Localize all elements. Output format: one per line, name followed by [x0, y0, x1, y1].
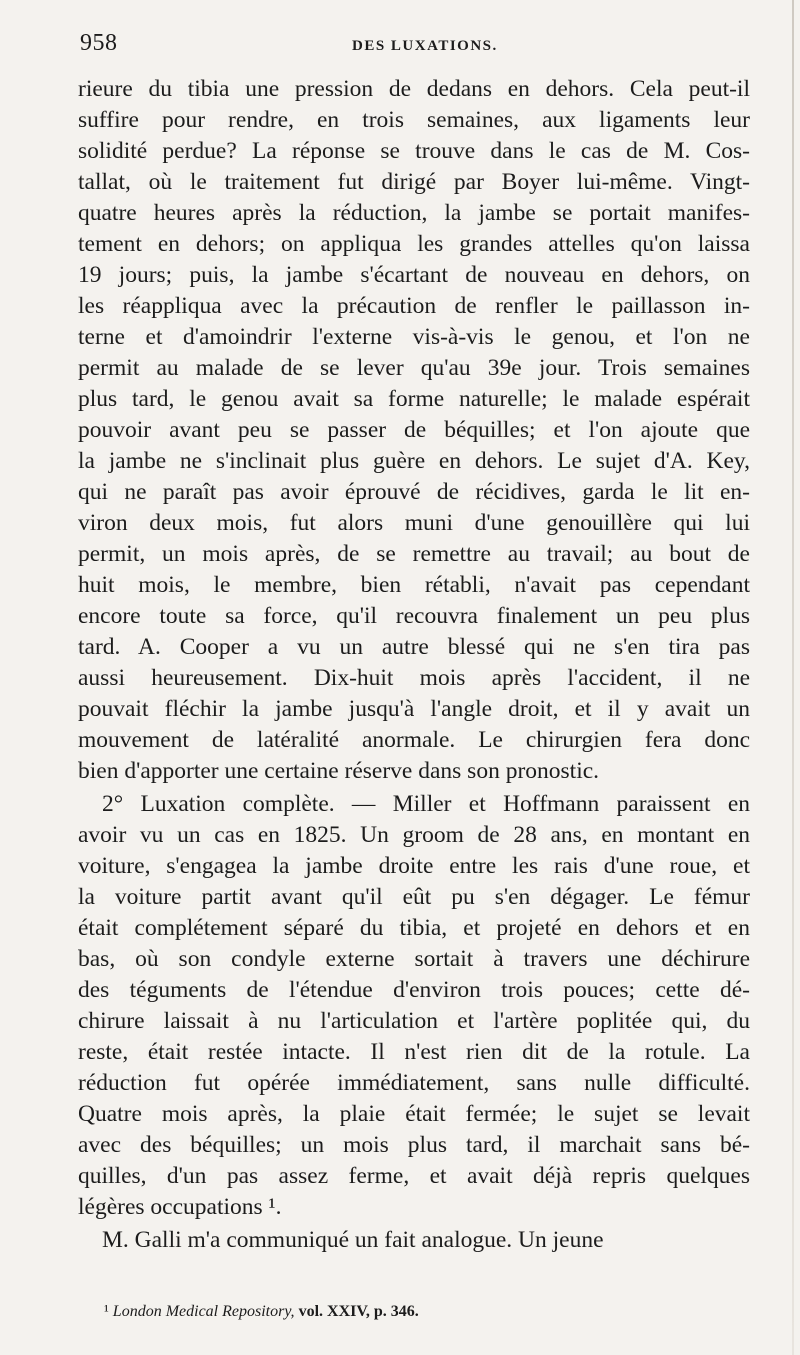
paragraph-galli-case	[78, 1225, 750, 1256]
text-line: plus tard, le genou avait sa forme naturelle; le malade espérait	[78, 386, 750, 412]
text-line: pouvait fléchir la jambe jusqu'à l'angle droit, et il y avait un	[78, 696, 750, 722]
text-line: quatre heures après la réduction, la jambe se portait manifes-	[78, 200, 750, 226]
text-line: permit au malade de se lever qu'au 39e jour. Trois semaines	[78, 355, 750, 381]
text-line: rieure du tibia une pression de dedans en dehors. Cela peut-il	[78, 76, 750, 102]
text-line: pouvoir avant peu se passer de béquilles; et l'on ajoute que	[78, 417, 750, 443]
text-line: Quatre mois après, la plaie était fermée; le sujet se levait	[78, 1101, 750, 1127]
text-line: tement en dehors; on appliqua les grandes attelles qu'on laissa	[78, 231, 750, 257]
text-line: tard. A. Cooper a vu un autre blessé qui ne s'en tira pas	[78, 634, 750, 660]
text-line: 19 jours; puis, la jambe s'écartant de nouveau en dehors, on	[78, 262, 750, 288]
text-line: aussi heureusement. Dix-huit mois après l'accident, il ne	[78, 665, 750, 691]
text-line: permit, un mois après, de se remettre au travail; au bout de	[78, 541, 750, 567]
text-line: réduction fut opérée immédiatement, sans nulle difficulté.	[78, 1070, 750, 1096]
page-number: 958	[80, 30, 118, 56]
text-line: viron deux mois, fut alors muni d'une genouillère qui lui	[78, 510, 750, 536]
text-line: tallat, où le traitement fut dirigé par Boyer lui-même. Vingt-	[78, 169, 750, 195]
text-line: reste, était restée intacte. Il n'est rien dit de la rotule. La	[78, 1039, 750, 1065]
text-line: bien d'apporter une certaine réserve dans son pronostic.	[78, 758, 600, 784]
text-line: légères occupations ¹.	[78, 1194, 282, 1220]
text-line: qui ne paraît pas avoir éprouvé de récidives, garda le lit en-	[78, 479, 750, 505]
body-text	[78, 74, 750, 1256]
text-line: mouvement de latéralité anormale. Le chirurgien fera donc	[78, 727, 750, 753]
text-line: M. Galli m'a communiqué un fait analogue. Un jeune	[102, 1227, 604, 1253]
text-line: chirure laissait à nu l'articulation et l'artère poplitée qui, du	[78, 1008, 750, 1034]
footnote-reference: vol. XXIV, p. 346.	[298, 1303, 419, 1320]
text-line: était complétement séparé du tibia, et projeté en dehors et en	[78, 915, 750, 941]
text-line: bas, où son condyle externe sortait à travers une déchirure	[78, 946, 750, 972]
text-line: 2° Luxation complète. — Miller et Hoffmann paraissent en	[102, 791, 750, 817]
text-line: avec des béquilles; un mois plus tard, il marchait sans bé-	[78, 1132, 750, 1158]
footnote-source: London Medical Repository,	[112, 1303, 295, 1320]
text-line: suffire pour rendre, en trois semaines, aux ligaments leur	[78, 107, 750, 133]
text-line: des téguments de l'étendue d'environ trois pouces; cette dé-	[78, 977, 750, 1003]
text-line: terne et d'amoindrir l'externe vis-à-vis le genou, et l'on ne	[78, 324, 750, 350]
text-line: la voiture partit avant qu'il eût pu s'en dégager. Le fémur	[78, 884, 750, 910]
text-line: les réappliqua avec la précaution de renfler le paillasson in-	[78, 293, 750, 319]
page-edge-shadow	[792, 0, 794, 1355]
paragraph-luxation-complete	[78, 789, 750, 1223]
page-header	[80, 30, 748, 60]
footnote	[104, 1303, 744, 1321]
text-line: avoir vu un cas en 1825. Un groom de 28 ans, en montant en	[78, 822, 750, 848]
running-head: DES LUXATIONS.	[352, 38, 498, 54]
text-line: voiture, s'engagea la jambe droite entre les rais d'une roue, et	[78, 853, 750, 879]
text-line: quilles, d'un pas assez ferme, et avait déjà repris quelques	[78, 1163, 750, 1189]
text-line: encore toute sa force, qu'il recouvra finalement un peu plus	[78, 603, 750, 629]
text-line: solidité perdue? La réponse se trouve dans le cas de M. Cos-	[78, 138, 750, 164]
text-line: huit mois, le membre, bien rétabli, n'avait pas cependant	[78, 572, 750, 598]
paragraph-luxation-incomplete	[78, 74, 750, 787]
text-line: la jambe ne s'inclinait plus guère en dehors. Le sujet d'A. Key,	[78, 448, 750, 474]
footnote-marker: ¹	[104, 1303, 109, 1320]
